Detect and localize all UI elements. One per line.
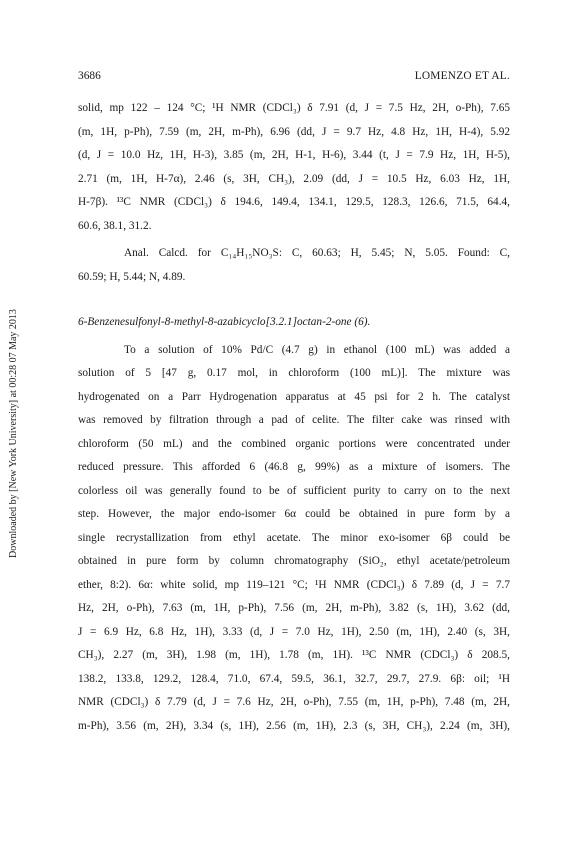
text-line: reduced pressure. This afforded 6 (46.8 g, 99%) as a mixture of isomers. The [78,461,510,473]
nmr-data-paragraph [78,97,510,238]
running-head: LOMENZO ET AL. [414,70,510,82]
text-line: CH₃), 2.27 (m, 3H), 1.98 (m, 1H), 1.78 (m, 1H). ¹³C NMR (CDCl₃) δ 208.5, [78,649,510,661]
text-line: step. However, the major endo-isomer 6α could be obtained in pure form by a [78,508,510,520]
text-line: Hz, 2H, o-Ph), 7.63 (m, 1H, p-Ph), 7.56 (m, 2H, m-Ph), 3.82 (s, 1H), 3.62 (dd, [78,602,510,614]
text-line: H-7β). ¹³C NMR (CDCl₃) δ 194.6, 149.4, 134.1, 129.5, 128.3, 126.6, 71.5, 64.4, [78,196,510,208]
download-note: Downloaded by [New York University] at 00:28 07 May 2013 [7,309,19,558]
text-line: ether, 8:2). 6α: white solid, mp 119–121 °C; ¹H NMR (CDCl₃) δ 7.89 (d, J = 7.7 [78,578,510,591]
text-line: J = 6.9 Hz, 6.8 Hz, 1H), 3.33 (d, J = 7.0 Hz, 1H), 2.50 (m, 1H), 2.40 (s, 3H, [78,625,510,638]
download-watermark [0,0,26,867]
text-line: solution of 5 [47 g, 0.17 mol, in chloroform (100 mL)]. The mixture was [78,367,510,379]
text-line: was removed by filtration through a pad of celite. The filter cake was rinsed with [78,414,510,426]
text-line: hydrogenated on a Parr Hydrogenation apparatus at 45 psi for 2 h. The catalyst [78,390,510,403]
text-line: 138.2, 133.8, 129.2, 128.4, 71.0, 67.4, 59.5, 36.1, 32.7, 29.7, 27.9. 6β: oil; ¹H [78,672,510,685]
text-line: (m, 1H, p-Ph), 7.59 (m, 2H, m-Ph), 6.96 (dd, J = 9.7 Hz, 4.8 Hz, 1H, H-4), 5.92 [78,125,510,138]
text-line: m-Ph), 3.56 (m, 2H), 3.34 (s, 1H), 2.56 (m, 1H), 2.3 (s, 3H, CH₃), 2.24 (m, 3H), [78,719,510,732]
text-line: 60.59; H, 5.44; N, 4.89. [78,270,186,283]
text-line: 2.71 (m, 1H, H-7α), 2.46 (s, 3H, CH₃), 2.09 (dd, J = 10.5 Hz, 6.03 Hz, 1H, [78,172,510,185]
text-line: To a solution of 10% Pd/C (4.7 g) in ethanol (100 mL) was added a [124,343,510,356]
text-line: Anal. Calcd. for C₁₄H₁₅NO₃S: C, 60.63; H, 5.45; N, 5.05. Found: C, [124,247,510,259]
article-body [78,97,510,738]
elemental-analysis [78,242,510,289]
text-line: colorless oil was generally found to be of sufficient purity to carry on to the next [78,484,510,497]
compound-heading: 6-Benzenesulfonyl-8-methyl-8-azabicyclo[3.2.1]octan-2-one (6). [78,316,371,328]
text-line: single recrystallization from ethyl acetate. The minor exo-isomer 6β could be [78,531,510,544]
page-number: 3686 [78,70,101,82]
text-line: solid, mp 122 – 124 °C; ¹H NMR (CDCl₃) δ 7.91 (d, J = 7.5 Hz, 2H, o-Ph), 7.65 [78,102,510,114]
page-header [78,70,510,86]
procedure-paragraph [78,339,510,739]
text-line: 60.6, 38.1, 31.2. [78,219,152,232]
text-line: obtained in pure form by column chromatography (SiO₂, ethyl acetate/petroleum [78,555,510,567]
text-line: NMR (CDCl₃) δ 7.79 (d, J = 7.6 Hz, 2H, o-Ph), 7.55 (m, 1H, p-Ph), 7.48 (m, 2H, [78,696,510,708]
text-line: (d, J = 10.0 Hz, 1H, H-3), 3.85 (m, 2H, H-1, H-6), 3.44 (t, J = 7.9 Hz, 1H, H-5), [78,149,510,161]
text-line: chloroform (50 mL) and the combined organic portions were concentrated under [78,437,510,450]
